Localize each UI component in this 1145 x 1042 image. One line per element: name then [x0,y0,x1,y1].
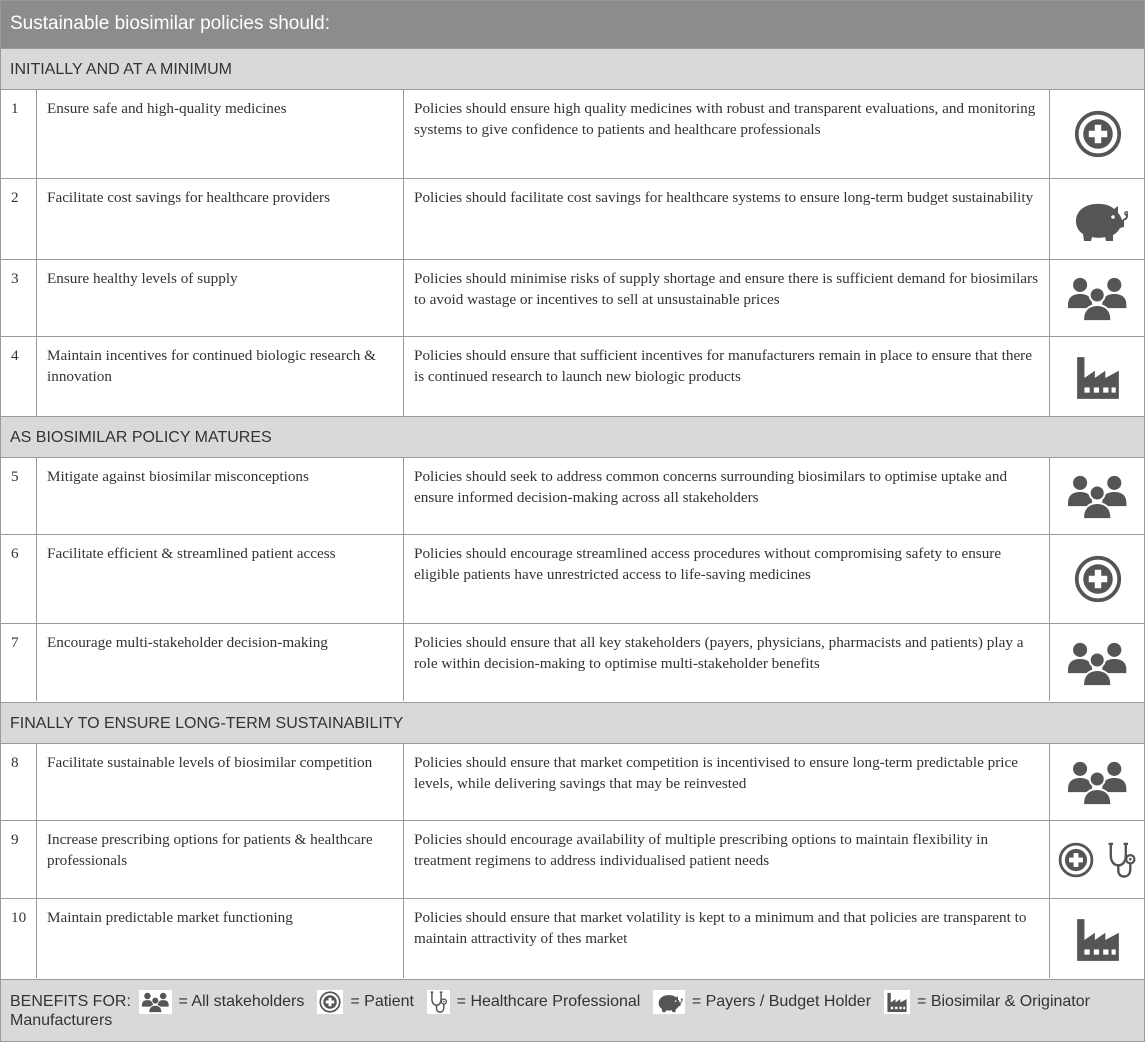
legend-line [10,990,1095,1014]
row-title: Encourage multi-stakeholder decision-making [47,634,328,651]
row-number-cell [0,744,37,820]
table-row [0,178,1145,259]
row-description: Policies should ensure that market volatility is kept to a minimum and that policies are transparent to maintain attractivity of thes market [414,909,1027,947]
row-icon-cell [1050,260,1145,336]
table-row [0,743,1145,820]
row-title: Facilitate cost savings for healthcare providers [47,189,330,206]
row-title-cell [37,535,404,623]
row-number: 3 [11,270,19,287]
table-row [0,457,1145,534]
row-icon-cell [1050,458,1145,534]
legend-label: = Patient [350,993,414,1010]
legend-continuation: Manufacturers [10,1012,113,1029]
row-description-cell [404,535,1050,623]
row-title: Increase prescribing options for patients & healthcare professionals [47,831,373,869]
row-title-cell [37,179,404,259]
row-description: Policies should ensure that sufficient incentives for manufacturers remain in place to ensure that there is continued research to launch new biologic products [414,347,1032,385]
row-description-cell [404,744,1050,820]
row-title: Ensure safe and high-quality medicines [47,100,287,117]
section-header: INITIALLY AND AT A MINIMUM [0,48,1145,89]
row-title-cell [37,260,404,336]
row-description-cell [404,337,1050,416]
table-row [0,898,1145,978]
row-number: 2 [11,189,19,206]
row-number: 10 [11,909,27,926]
row-title-cell [37,90,404,178]
piggy-bank-icon [1068,195,1128,243]
row-description: Policies should minimise risks of supply shortage and ensure there is sufficient demand for biosimilars to avoid wastage or incentives to sell at unsustainable prices [414,270,1038,308]
row-icon-cell [1050,90,1145,178]
legend-item-healthcare-professional [427,990,645,1014]
factory-icon [1074,353,1122,401]
table-row [0,89,1145,178]
row-description-cell [404,899,1050,978]
legend-item-payers [653,990,876,1014]
row-description-cell [404,90,1050,178]
section-header: FINALLY TO ENSURE LONG-TERM SUSTAINABILITY [0,702,1145,743]
row-description-cell [404,624,1050,701]
row-number-cell [0,535,37,623]
row-number-cell [0,821,37,898]
row-description: Policies should ensure that market competition is incentivised to ensure long-term predictable price levels, while delivering savings that may be reinvested [414,754,1018,792]
row-number-cell [0,337,37,416]
row-title-cell [37,624,404,701]
benefits-legend [0,979,1145,1042]
row-icon-cell [1050,624,1145,701]
row-title: Maintain incentives for continued biologic research & innovation [47,347,376,385]
row-icon-cell [1050,179,1145,259]
row-number: 8 [11,754,19,771]
row-number-cell [0,899,37,978]
row-title: Facilitate efficient & streamlined patient access [47,545,336,562]
section-header: AS BIOSIMILAR POLICY MATURES [0,416,1145,457]
legend-label: = Payers / Budget Holder [691,993,872,1010]
legend-label: = Healthcare Professional [456,993,641,1010]
row-icon-cell [1050,899,1145,978]
people-group-icon [1066,472,1128,520]
row-description: Policies should facilitate cost savings for healthcare systems to ensure long-term budget sustainability [414,189,1034,206]
people-group-icon [139,990,172,1014]
row-title-cell [37,744,404,820]
legend-item-patient [317,990,419,1014]
row-icon-cell [1050,821,1145,898]
patient-cross-icon [1058,842,1094,878]
row-description-cell [404,260,1050,336]
row-icon-cell [1050,744,1145,820]
row-number: 1 [11,100,19,117]
row-title: Maintain predictable market functioning [47,909,293,926]
stethoscope-icon [1106,842,1137,878]
row-title-cell [37,458,404,534]
legend-label: = Biosimilar & Originator [917,993,1090,1010]
table-row [0,534,1145,623]
patient-cross-icon [1074,110,1122,158]
row-icon-cell [1050,535,1145,623]
row-number-cell [0,458,37,534]
people-group-icon [1066,758,1128,806]
row-number: 4 [11,347,19,364]
row-description: Policies should ensure that all key stakeholders (payers, physicians, pharmacists and patients) play a role within decision-making to optimise multi-stakeholder benefits [414,634,1024,672]
people-group-icon [1066,274,1128,322]
patient-cross-icon [1074,555,1122,603]
table-row [0,623,1145,701]
row-title: Mitigate against biosimilar misconceptions [47,468,309,485]
row-description: Policies should encourage availability of multiple prescribing options to maintain flexibility in treatment regimens to address individualised patient needs [414,831,989,869]
row-number: 6 [11,545,19,562]
piggy-bank-icon [653,990,685,1014]
row-description-cell [404,179,1050,259]
row-number: 5 [11,468,19,485]
row-description-cell [404,458,1050,534]
patient-cross-icon [317,990,343,1014]
table-row [0,336,1145,416]
row-number: 7 [11,634,19,651]
row-title-cell [37,821,404,898]
row-title: Facilitate sustainable levels of biosimilar competition [47,754,373,771]
legend-prefix: BENEFITS FOR: [10,993,131,1010]
table-row [0,259,1145,336]
row-title-cell [37,337,404,416]
legend-item-manufacturers [884,990,1095,1014]
factory-icon [884,990,910,1014]
row-description: Policies should seek to address common concerns surrounding biosimilars to optimise uptake and ensure informed decision-making across all stakeholders [414,468,1008,506]
row-number-cell [0,179,37,259]
stethoscope-icon [427,990,450,1014]
legend-label: = All stakeholders [178,993,305,1010]
table-row [0,820,1145,898]
legend-item-all-stakeholders [139,990,309,1014]
row-description-cell [404,821,1050,898]
people-group-icon [1066,639,1128,687]
row-icon-cell [1050,337,1145,416]
row-number-cell [0,90,37,178]
row-title: Ensure healthy levels of supply [47,270,238,287]
row-number-cell [0,624,37,701]
row-number-cell [0,260,37,336]
table-title: Sustainable biosimilar policies should: [0,0,1145,48]
row-number: 9 [11,831,19,848]
row-description: Policies should ensure high quality medicines with robust and transparent evaluations, and monitoring systems to give confidence to patients and healthcare professionals [414,100,1036,138]
row-description: Policies should encourage streamlined access procedures without compromising safety to ensure eligible patients have unrestricted access to life-saving medicines [414,545,1002,583]
row-title-cell [37,899,404,978]
factory-icon [1074,915,1122,963]
